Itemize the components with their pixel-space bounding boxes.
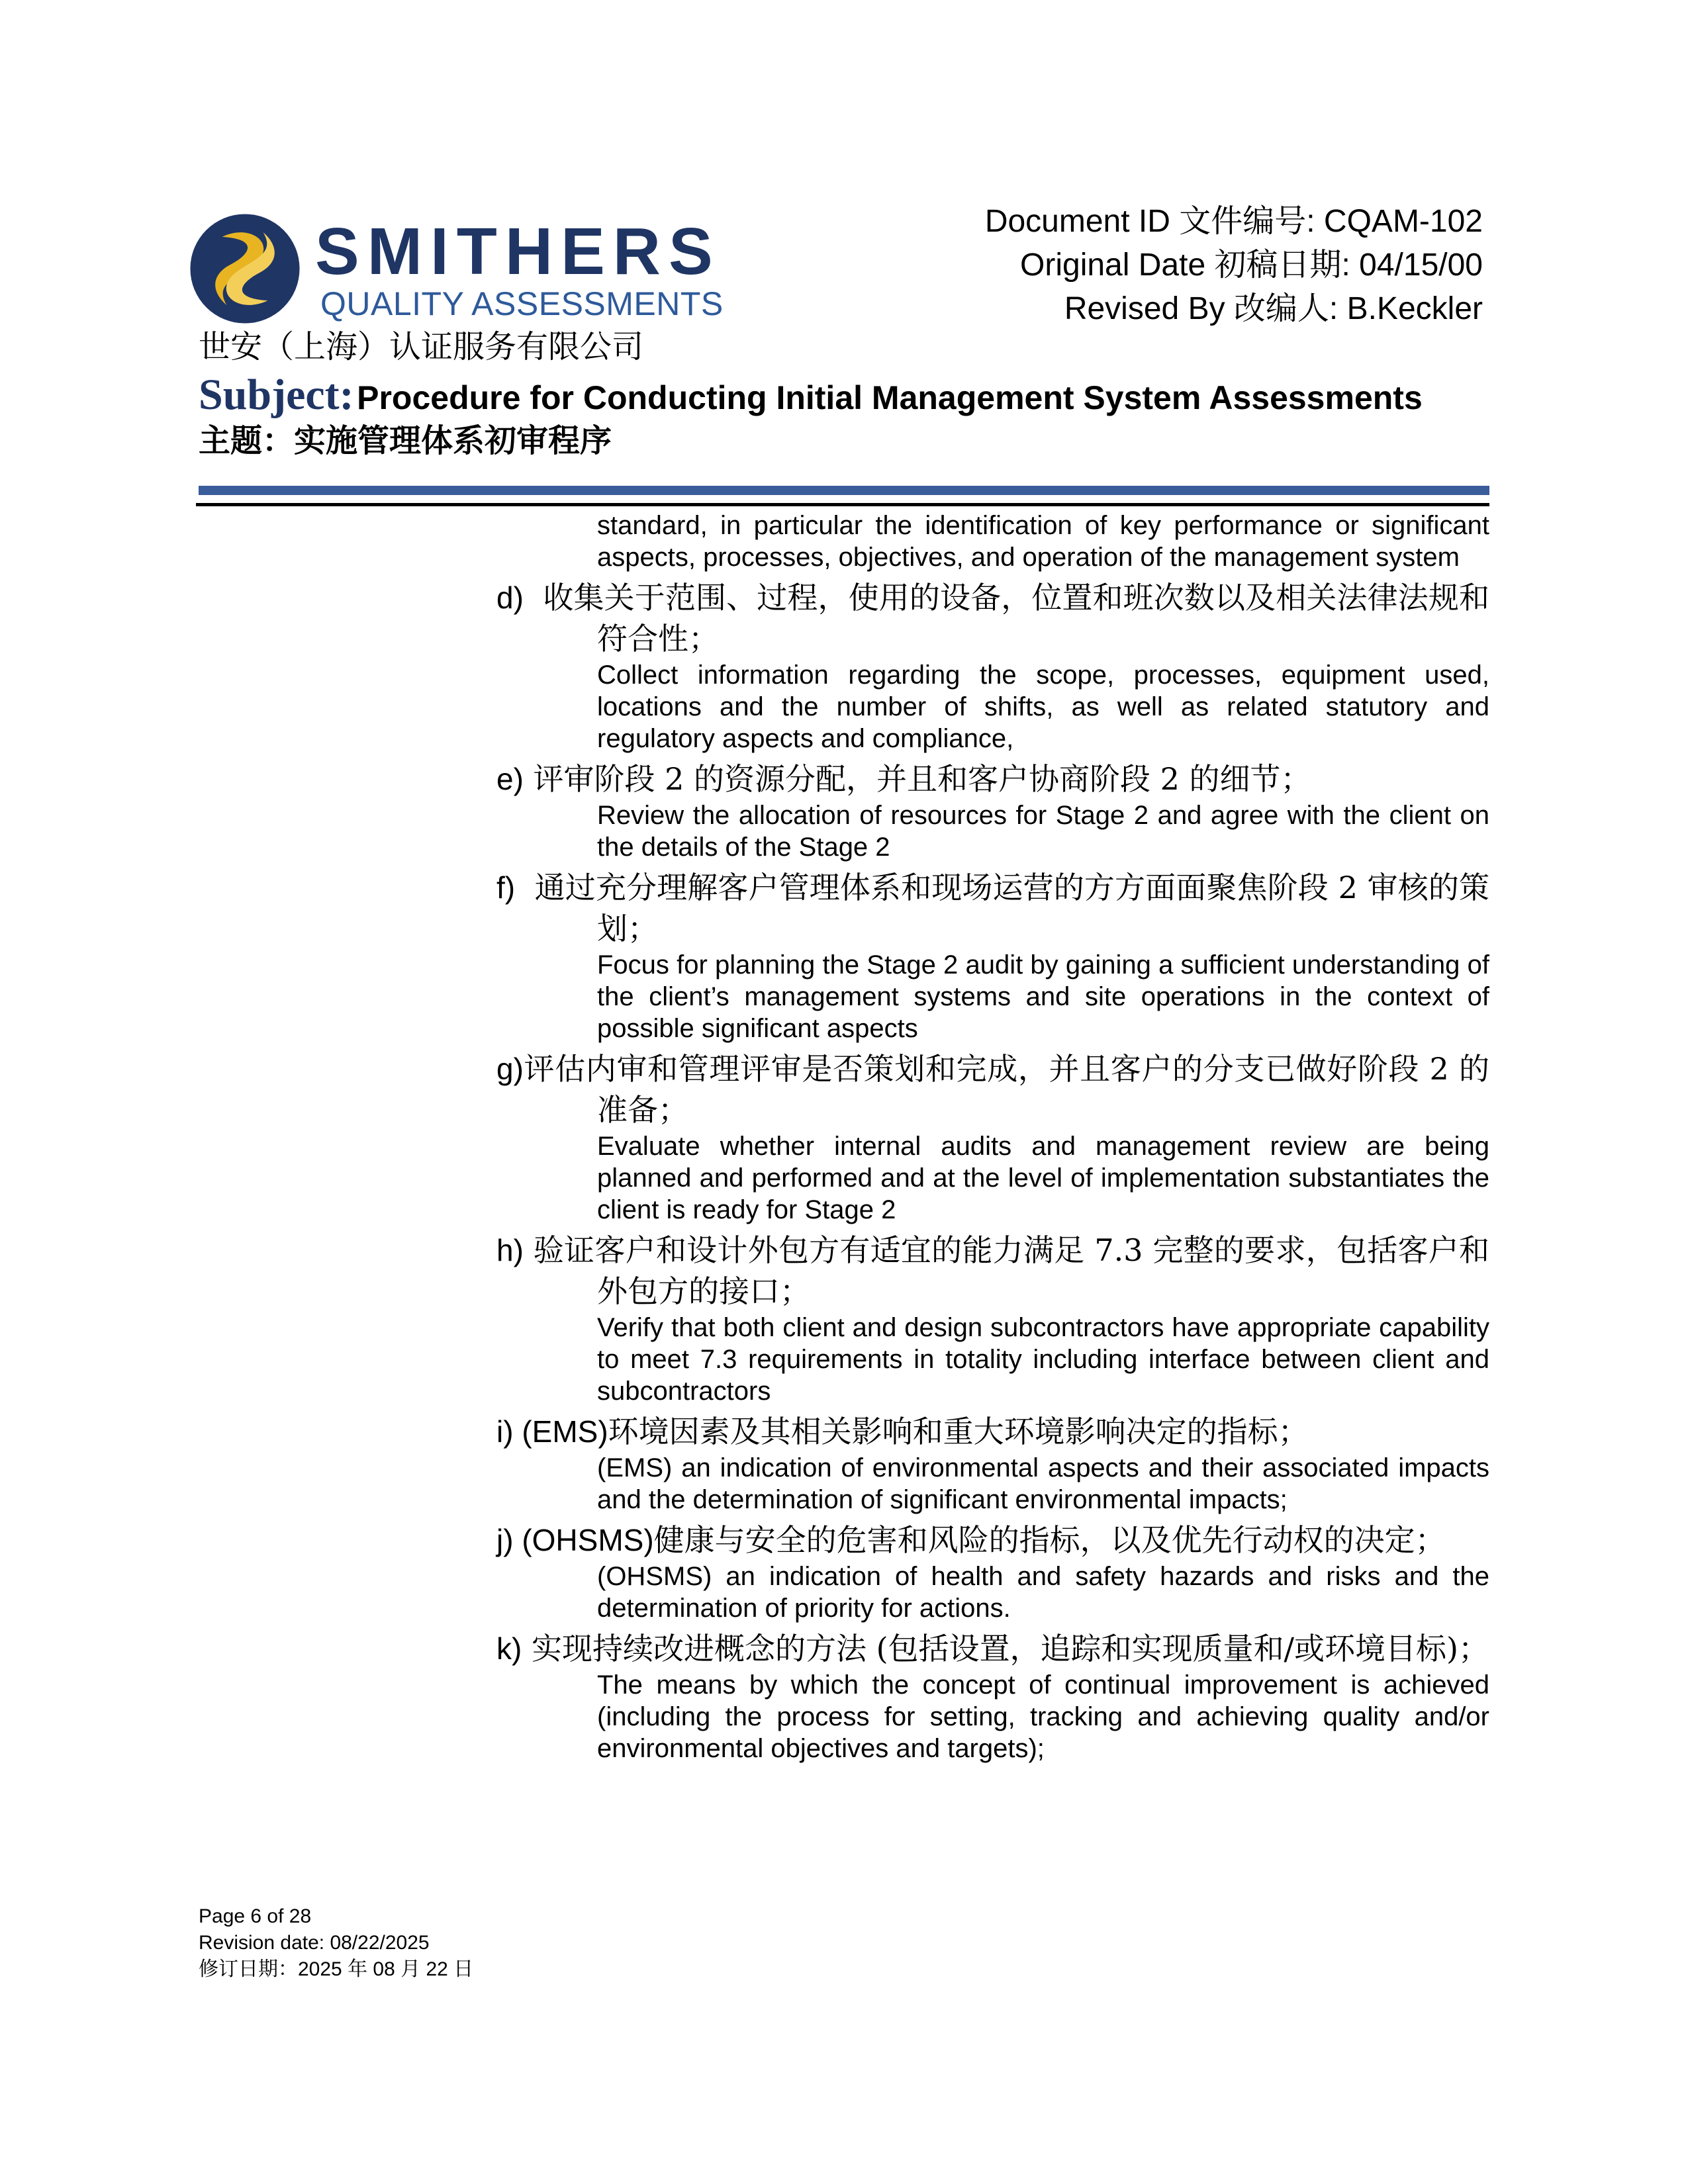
item-marker: k) [496, 1631, 522, 1666]
list-item [496, 1628, 1489, 1764]
item-en: (OHSMS) an indication of health and safety hazards and risks and the determination of priority for actions. [597, 1562, 1489, 1623]
procedure-body [496, 510, 1489, 1764]
item-marker: g) [496, 1052, 524, 1086]
list-item [496, 867, 1489, 1044]
header-rule-black [196, 503, 1489, 506]
item-cn [496, 758, 1489, 799]
item-en: Evaluate whether internal audits and management review are being planned and performed and at the level of implementation substantiates the client is ready for Stage 2 [597, 1132, 1489, 1224]
item-cn-text: 实现持续改进概念的方法 (包括设置，追踪和实现质量和/或环境目标)； [531, 1631, 1489, 1666]
item-cn-text: 通过充分理解客户管理体系和现场运营的方方面面聚焦阶段 2 审核的策划； [534, 870, 1489, 946]
company-name-cn: 世安（上海）认证服务有限公司 [199, 328, 644, 365]
subject-title: Procedure for Conducting Initial Management System Assessments [357, 379, 1423, 416]
document-info [985, 200, 1483, 331]
item-cn-text: 验证客户和设计外包方有适宜的能力满足 7.3 完整的要求，包括客户和外包方的接口； [533, 1232, 1489, 1309]
item-en: (EMS) an indication of environmental aspects and their associated impacts and the determination of significant environmental impacts; [597, 1453, 1489, 1514]
item-en: Focus for planning the Stage 2 audit by gaining a sufficient understanding of the client’s management systems and site operations in the context of possible significant aspects [597, 950, 1489, 1043]
page-number: Page 6 of 28 [199, 1905, 312, 1927]
item-cn [496, 1048, 1489, 1130]
list-item [496, 758, 1489, 863]
item-cn-text: 评估内审和管理评审是否策划和完成，并且客户的分支已做好阶段 2 的准备； [523, 1051, 1489, 1128]
item-en: The means by which the concept of continual improvement is achieved (including the process for setting, tracking and achieving quality and/or environmental objectives and targets); [597, 1670, 1489, 1763]
item-en: Review the allocation of resources for Stage 2 and agree with the client on the details of the Stage 2 [597, 801, 1489, 862]
document-id: Document ID 文件编号: CQAM-102 [984, 204, 1483, 239]
item-cn-text: 评审阶段 2 的资源分配，并且和客户协商阶段 2 的细节； [533, 761, 1311, 797]
original-date: Original Date 初稿日期: 04/15/00 [1020, 248, 1483, 283]
item-cn [496, 867, 1489, 949]
item-marker: i) (EMS) [496, 1414, 608, 1449]
page-footer [199, 1903, 473, 1983]
subject-label: Subject: [199, 371, 354, 419]
item-cn-text: 健康与安全的危害和风险的指标，以及优先行动权的决定； [653, 1522, 1446, 1558]
item-cn [496, 1230, 1489, 1312]
item-cn [496, 1520, 1489, 1561]
item-marker: h) [496, 1233, 524, 1267]
item-en: Verify that both client and design subcontractors have appropriate capability to meet 7.3 requirements in totality including interface between client and subcontractors [597, 1313, 1489, 1406]
list-item [496, 577, 1489, 754]
subject-title-cn: 主题：实施管理体系初审程序 [199, 424, 612, 459]
company-logo [185, 209, 741, 328]
item-cn [496, 1411, 1489, 1452]
logo-name: SMITHERS [315, 214, 721, 289]
item-en: Collect information regarding the scope, processes, equipment used, locations and the number of shifts, as well as related statutory and regulatory aspects and compliance, [597, 660, 1489, 753]
logo-subtitle: QUALITY ASSESSMENTS [320, 285, 724, 322]
list-item [496, 1411, 1489, 1516]
revision-date: Revision date: 08/22/2025 [199, 1932, 430, 1954]
list-item [496, 1048, 1489, 1226]
list-item [496, 1520, 1489, 1624]
item-cn [496, 577, 1489, 659]
item-cn [496, 1628, 1489, 1669]
continuation-text: standard, in particular the identification of key performance or significant aspects, processes, objectives, and operation of the management system [597, 511, 1489, 572]
item-marker: j) (OHSMS) [496, 1523, 654, 1557]
item-marker: f) [496, 870, 516, 905]
revised-by: Revised By 改编人: B.Keckler [1064, 291, 1483, 326]
item-cn-text: 收集关于范围、过程，使用的设备，位置和班次数以及相关法律法规和符合性； [543, 580, 1489, 657]
smithers-logo-icon [188, 212, 302, 326]
item-marker: e) [496, 762, 524, 796]
header-rule-blue [199, 486, 1489, 495]
list-item [496, 1230, 1489, 1407]
item-marker: d) [496, 580, 524, 615]
item-cn-text: 环境因素及其相关影响和重大环境影响决定的指标； [608, 1414, 1309, 1449]
revision-date-cn: 修订日期：2025 年 08 月 22 日 [199, 1958, 474, 1980]
